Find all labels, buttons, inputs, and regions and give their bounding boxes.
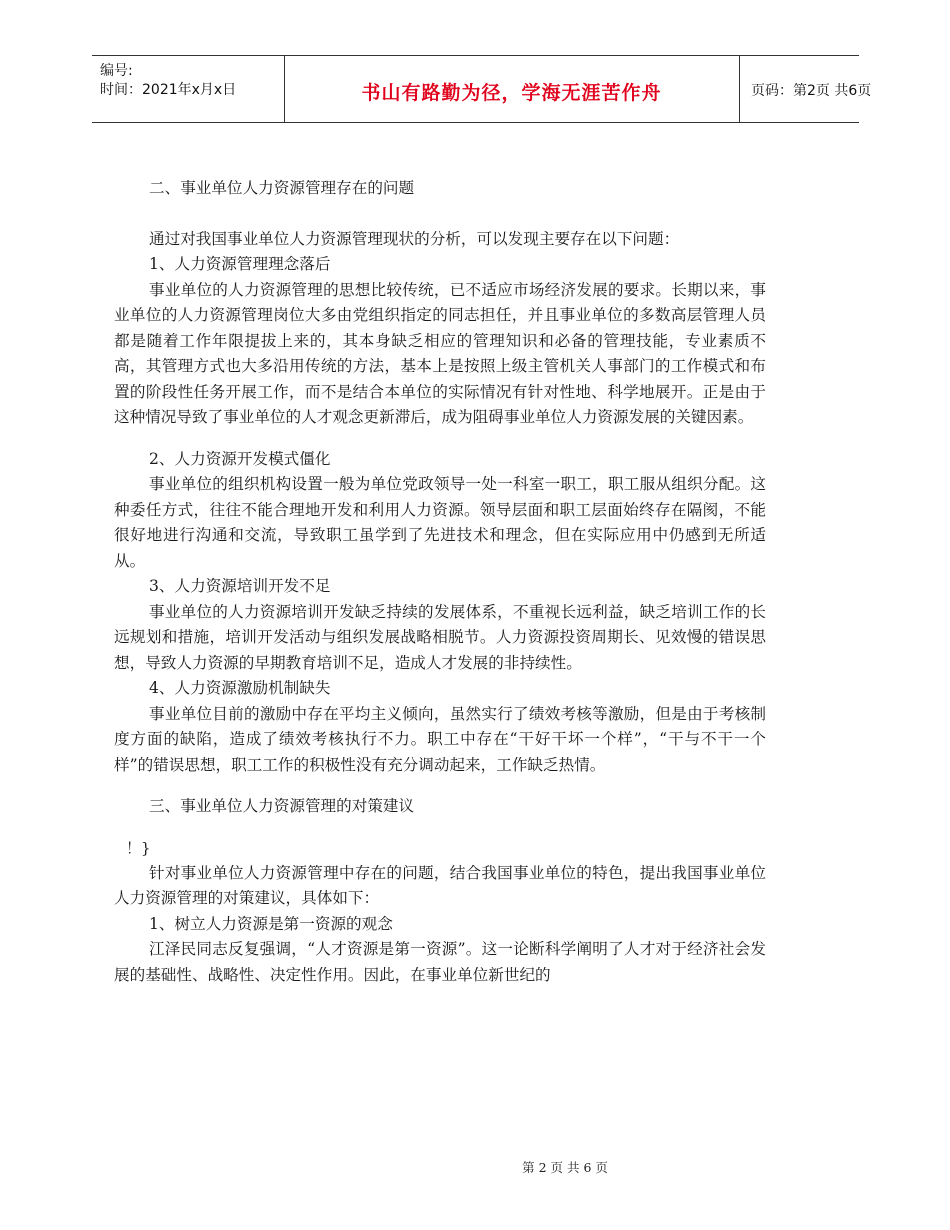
problem-3-text: 事业单位的人力资源培训开发缺乏持续的发展体系，不重视长远利益，缺乏培训工作的长远规划和措施，培训开发活动与组织发展战略相脱节。人力资源投资周期长、见效慢的错误思想，导致人力资源的早期教育培训不足，造成人才发展的非持续性。	[114, 602, 766, 672]
section-2-title: 二、事业单位人力资源管理存在的问题	[149, 179, 415, 197]
page-footer	[0, 1158, 950, 1176]
header-right-cell	[739, 56, 872, 122]
document-body	[114, 176, 766, 988]
problem-2-text: 事业单位的组织机构设置一般为单位党政领导一处一科室一职工，职工服从组织分配。这种委任方式，往往不能合理地开发和利用人力资源。领导层面和职工层面始终存在隔阂，不能很好地进行沟通和交流，导致职工虽学到了先进技术和理念，但在实际应用中仍感到无所适从。	[114, 475, 766, 570]
section-3-intro: 针对事业单位人力资源管理中存在的问题，结合我国事业单位的特色，提出我国事业单位人力资源管理的对策建议，具体如下：	[114, 863, 766, 907]
suggestion-1-title: 1、树立人力资源是第一资源的观念	[149, 914, 393, 933]
section-3-title: 三、事业单位人力资源管理的对策建议	[149, 797, 415, 815]
stray-mark: ！}	[126, 838, 151, 857]
problem-3-title: 3、人力资源培训开发不足	[149, 577, 331, 595]
header-motto: 书山有路勤为径，学海无涯苦作舟	[361, 82, 662, 104]
suggestion-1-text: 江泽民同志反复强调，“人才资源是第一资源”。这一论断科学阐明了人才对于经济社会发展的基础性、战略性、决定性作用。因此，在事业单位新世纪的	[114, 940, 766, 984]
code-label: 编号:	[100, 63, 133, 79]
header-left-cell	[92, 56, 285, 122]
section-2-intro: 通过对我国事业单位人力资源管理现状的分析，可以发现主要存在以下问题：	[149, 229, 680, 248]
header-middle-cell	[284, 56, 740, 122]
problem-4-text: 事业单位目前的激励中存在平均主义倾向，虽然实行了绩效考核等激励，但是由于考核制度方面的缺陷，造成了绩效考核执行不力。职工中存在“干好干坏一个样”，“干与不干一个样”的错误思想，职工工作的积极性没有充分调动起来，工作缺乏热情。	[114, 704, 766, 774]
footer-page-number: 第 2 页 共 6 页	[522, 1160, 608, 1175]
document-header	[92, 55, 872, 123]
time-label: 时间：2021年x月x日	[100, 82, 237, 98]
problem-1-title: 1、人力资源管理理念落后	[149, 255, 331, 273]
header-page-info: 页码：第2页 共6页	[751, 83, 872, 99]
problem-1-text: 事业单位的人力资源管理的思想比较传统，已不适应市场经济发展的要求。长期以来，事业单位的人力资源管理岗位大多由党组织指定的同志担任，并且事业单位的多数高层管理人员都是随着工作年限提拔上来的，其本身缺乏相应的管理知识和必备的管理技能，专业素质不高，其管理方式也大多沿用传统的方法，基本上是按照上级主管机关人事部门的工作模式和布置的阶段性任务开展工作，而不是结合本单位的实际情况有针对性地、科学地展开。正是由于这种情况导致了事业单位的人才观念更新滞后，成为阻碍事业单位人力资源发展的关键因素。	[114, 280, 766, 426]
problem-4-title: 4、人力资源激励机制缺失	[149, 679, 331, 697]
problem-2-title: 2、人力资源开发模式僵化	[149, 449, 331, 468]
